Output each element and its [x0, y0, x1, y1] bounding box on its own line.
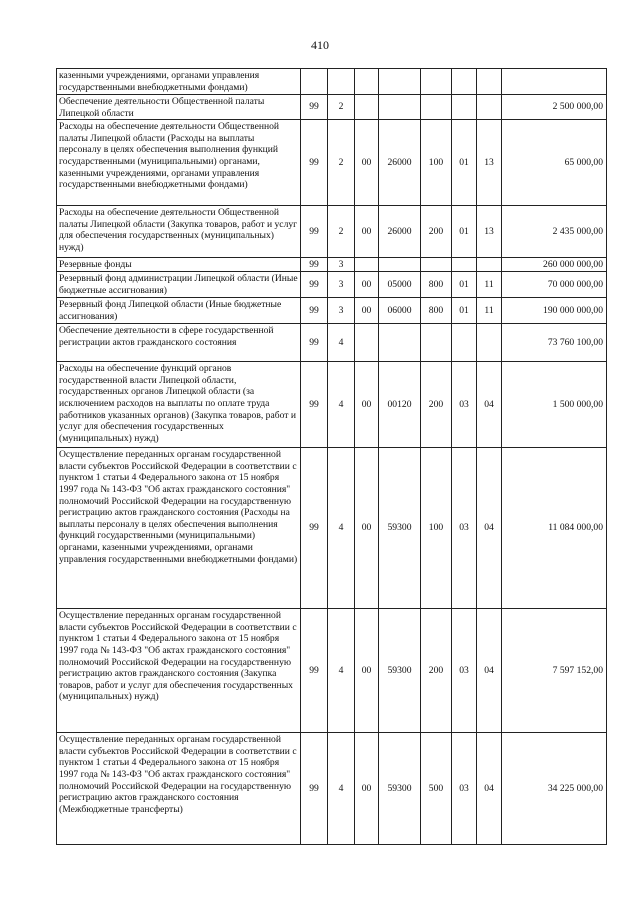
- direction-code: 26000: [379, 120, 421, 206]
- table-row: [57, 69, 607, 95]
- expense-type-code: 800: [421, 272, 452, 298]
- subsection-code: 04: [477, 448, 502, 609]
- direction-code: 05000: [379, 272, 421, 298]
- direction-code: [379, 258, 421, 272]
- expense-type-code: [421, 69, 452, 95]
- row-name: Осуществление переданных органам государственной власти субъектов Российской Федерации в соответствии с пунктом 1 статьи 4 Федерального закона от 15 ноября 1997 года № 143-ФЗ "Об актах гражданского состояния" полномочий Российской Федерации на государственную регистрацию актов гражданского состояния (Расходы на выплаты персоналу в целях обеспечения выполнения функций государственными (муниципальными) органами, казенными учреждениями, органами управления государственными внебюджетными фондами): [57, 448, 301, 609]
- amount: 73 760 100,00: [502, 324, 607, 362]
- section-code: 03: [452, 448, 477, 609]
- direction-code: [379, 324, 421, 362]
- subsection-code: 11: [477, 298, 502, 324]
- budget-table: [56, 68, 607, 845]
- expense-type-code: 200: [421, 609, 452, 733]
- subprogram-code: 2: [328, 206, 355, 258]
- subprogram-code: 3: [328, 298, 355, 324]
- subsection-code: 11: [477, 272, 502, 298]
- expense-type-code: [421, 324, 452, 362]
- table-row: [57, 95, 607, 120]
- amount: 1 500 000,00: [502, 362, 607, 448]
- table-row: [57, 272, 607, 298]
- program-code: 99: [301, 120, 328, 206]
- direction-code: 59300: [379, 733, 421, 845]
- main-activity-code: 00: [355, 733, 379, 845]
- subprogram-code: 4: [328, 733, 355, 845]
- main-activity-code: 00: [355, 120, 379, 206]
- amount: 190 000 000,00: [502, 298, 607, 324]
- expense-type-code: 200: [421, 206, 452, 258]
- subprogram-code: 4: [328, 609, 355, 733]
- main-activity-code: [355, 69, 379, 95]
- program-code: 99: [301, 272, 328, 298]
- table-row: [57, 733, 607, 845]
- page-number: 410: [311, 38, 329, 52]
- program-code: 99: [301, 448, 328, 609]
- section-code: 03: [452, 733, 477, 845]
- direction-code: 00120: [379, 362, 421, 448]
- main-activity-code: 00: [355, 362, 379, 448]
- amount: 2 435 000,00: [502, 206, 607, 258]
- subprogram-code: 4: [328, 362, 355, 448]
- direction-code: 26000: [379, 206, 421, 258]
- amount: 7 597 152,00: [502, 609, 607, 733]
- row-name: Резервный фонд администрации Липецкой области (Иные бюджетные ассигнования): [57, 272, 301, 298]
- subsection-code: 04: [477, 362, 502, 448]
- subsection-code: 13: [477, 120, 502, 206]
- amount: 260 000 000,00: [502, 258, 607, 272]
- program-code: 99: [301, 362, 328, 448]
- program-code: 99: [301, 298, 328, 324]
- section-code: [452, 324, 477, 362]
- table-row: [57, 298, 607, 324]
- subsection-code: 04: [477, 733, 502, 845]
- table-row: [57, 120, 607, 206]
- row-name: Резервный фонд Липецкой области (Иные бюджетные ассигнования): [57, 298, 301, 324]
- program-code: [301, 69, 328, 95]
- expense-type-code: 100: [421, 120, 452, 206]
- amount: 11 084 000,00: [502, 448, 607, 609]
- main-activity-code: [355, 324, 379, 362]
- program-code: 99: [301, 733, 328, 845]
- subsection-code: [477, 324, 502, 362]
- row-name: Расходы на обеспечение функций органов государственной власти Липецкой области, государственных органов Липецкой области (за исключением расходов на выплаты по оплате труда работников указанных органов) (Закупка товаров, работ и услуг для обеспечения государственных (муниципальных) нужд): [57, 362, 301, 448]
- program-code: 99: [301, 258, 328, 272]
- subprogram-code: 2: [328, 95, 355, 120]
- subprogram-code: 3: [328, 258, 355, 272]
- expense-type-code: 500: [421, 733, 452, 845]
- table-row: [57, 324, 607, 362]
- section-code: 01: [452, 206, 477, 258]
- table-row: [57, 362, 607, 448]
- row-name: казенными учреждениями, органами управления государственными внебюджетными фондами): [57, 69, 301, 95]
- subsection-code: [477, 95, 502, 120]
- expense-type-code: [421, 95, 452, 120]
- row-name: Осуществление переданных органам государственной власти субъектов Российской Федерации в соответствии с пунктом 1 статьи 4 Федерального закона от 15 ноября 1997 года № 143-ФЗ "Об актах гражданского состояния" полномочий Российской Федерации на государственную регистрацию актов гражданского состояния (Закупка товаров, работ и услуг для обеспечения государственных (муниципальных) нужд): [57, 609, 301, 733]
- program-code: 99: [301, 95, 328, 120]
- direction-code: [379, 69, 421, 95]
- expense-type-code: 200: [421, 362, 452, 448]
- table-row: [57, 258, 607, 272]
- expense-type-code: 800: [421, 298, 452, 324]
- program-code: 99: [301, 206, 328, 258]
- main-activity-code: 00: [355, 448, 379, 609]
- subsection-code: [477, 69, 502, 95]
- direction-code: 06000: [379, 298, 421, 324]
- section-code: 01: [452, 298, 477, 324]
- row-name: Осуществление переданных органам государственной власти субъектов Российской Федерации в соответствии с пунктом 1 статьи 4 Федерального закона от 15 ноября 1997 года № 143-ФЗ "Об актах гражданского состояния" полномочий Российской Федерации на государственную регистрацию актов гражданского состояния (Межбюджетные трансферты): [57, 733, 301, 845]
- subsection-code: 13: [477, 206, 502, 258]
- row-name: Обеспечение деятельности Общественной палаты Липецкой области: [57, 95, 301, 120]
- amount: 2 500 000,00: [502, 95, 607, 120]
- row-name: Обеспечение деятельности в сфере государственной регистрации актов гражданского состояния: [57, 324, 301, 362]
- subprogram-code: [328, 69, 355, 95]
- amount: 65 000,00: [502, 120, 607, 206]
- amount: 70 000 000,00: [502, 272, 607, 298]
- subprogram-code: 3: [328, 272, 355, 298]
- main-activity-code: 00: [355, 298, 379, 324]
- section-code: 03: [452, 609, 477, 733]
- program-code: 99: [301, 324, 328, 362]
- main-activity-code: 00: [355, 206, 379, 258]
- table-row: [57, 206, 607, 258]
- section-code: [452, 258, 477, 272]
- expense-type-code: [421, 258, 452, 272]
- section-code: [452, 69, 477, 95]
- table-row: [57, 448, 607, 609]
- row-name: Расходы на обеспечение деятельности Общественной палаты Липецкой области (Расходы на выплаты персоналу в целях обеспечения выполнения функций государственными (муниципальными) органами, казенными учреждениями, органами управления государственными внебюджетными фондами): [57, 120, 301, 206]
- direction-code: 59300: [379, 609, 421, 733]
- expense-type-code: 100: [421, 448, 452, 609]
- direction-code: 59300: [379, 448, 421, 609]
- subprogram-code: 4: [328, 448, 355, 609]
- row-name: Расходы на обеспечение деятельности Общественной палаты Липецкой области (Закупка товаров, работ и услуг для обеспечения государственных (муниципальных) нужд): [57, 206, 301, 258]
- main-activity-code: [355, 258, 379, 272]
- section-code: 01: [452, 120, 477, 206]
- direction-code: [379, 95, 421, 120]
- section-code: [452, 95, 477, 120]
- subsection-code: [477, 258, 502, 272]
- subsection-code: 04: [477, 609, 502, 733]
- subprogram-code: 4: [328, 324, 355, 362]
- section-code: 01: [452, 272, 477, 298]
- subprogram-code: 2: [328, 120, 355, 206]
- program-code: 99: [301, 609, 328, 733]
- amount: 34 225 000,00: [502, 733, 607, 845]
- main-activity-code: 00: [355, 609, 379, 733]
- section-code: 03: [452, 362, 477, 448]
- table-row: [57, 609, 607, 733]
- main-activity-code: [355, 95, 379, 120]
- amount: [502, 69, 607, 95]
- main-activity-code: 00: [355, 272, 379, 298]
- row-name: Резервные фонды: [57, 258, 301, 272]
